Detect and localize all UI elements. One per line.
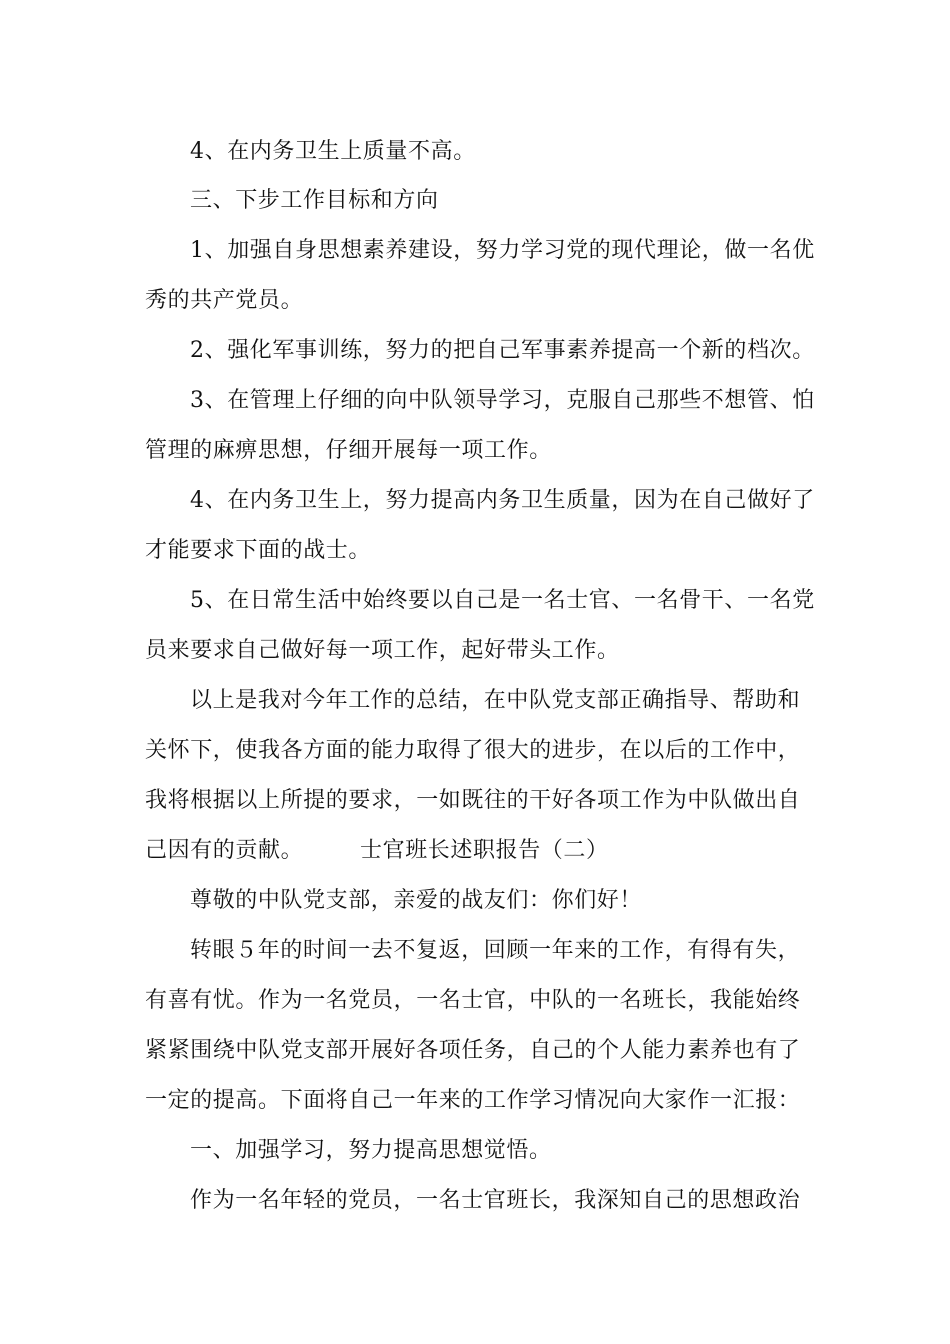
salutation: 尊敬的中队党支部，亲爱的战友们：你们好！	[190, 888, 643, 913]
text-line: 5、在日常生活中始终要以自己是一名士官、一名骨干、一名党	[190, 588, 815, 613]
text-line: 才能要求下面的战士。	[145, 538, 372, 563]
text-line: 3、在管理上仔细的向中队领导学习，克服自己那些不想管、怕	[190, 388, 815, 413]
text-line: 转眼５年的时间一去不复返，回顾一年来的工作，有得有失，	[190, 938, 801, 963]
text-line: 一定的提高。下面将自己一年来的工作学习情况向大家作一汇报：	[145, 1088, 801, 1113]
text-line: 紧紧围绕中队党支部开展好各项任务，自己的个人能力素养也有了	[145, 1038, 801, 1063]
text-line: 4、在内务卫生上质量不高。	[190, 139, 476, 164]
text-line: 有喜有忧。作为一名党员，一名士官，中队的一名班长，我能始终	[145, 988, 801, 1013]
text-line: 员来要求自己做好每一项工作，起好带头工作。	[145, 638, 620, 663]
text-line: 作为一名年轻的党员，一名士官班长，我深知自己的思想政治	[190, 1188, 801, 1213]
text-line: 2、强化军事训练，努力的把自己军事素养提高一个新的档次。	[190, 338, 815, 363]
section-heading: 一、加强学习，努力提高思想觉悟。	[190, 1138, 552, 1163]
section-heading: 三、下步工作目标和方向	[190, 188, 439, 213]
text-line: 关怀下，使我各方面的能力取得了很大的进步，在以后的工作中，	[145, 738, 801, 763]
text-line: 秀的共产党员。	[145, 288, 304, 313]
text-line: 1、加强自身思想素养建设，努力学习党的现代理论，做一名优	[190, 238, 815, 263]
text-line: 我将根据以上所提的要求，一如既往的干好各项工作为中队做出自	[145, 788, 801, 813]
text-line: 管理的麻痹思想，仔细开展每一项工作。	[145, 438, 552, 463]
text-line-with-title: 己因有的贡献。 士官班长述职报告（二）	[145, 838, 609, 863]
text-line: 4、在内务卫生上，努力提高内务卫生质量，因为在自己做好了	[190, 488, 815, 513]
text-line: 以上是我对今年工作的总结，在中队党支部正确指导、帮助和	[190, 688, 801, 713]
